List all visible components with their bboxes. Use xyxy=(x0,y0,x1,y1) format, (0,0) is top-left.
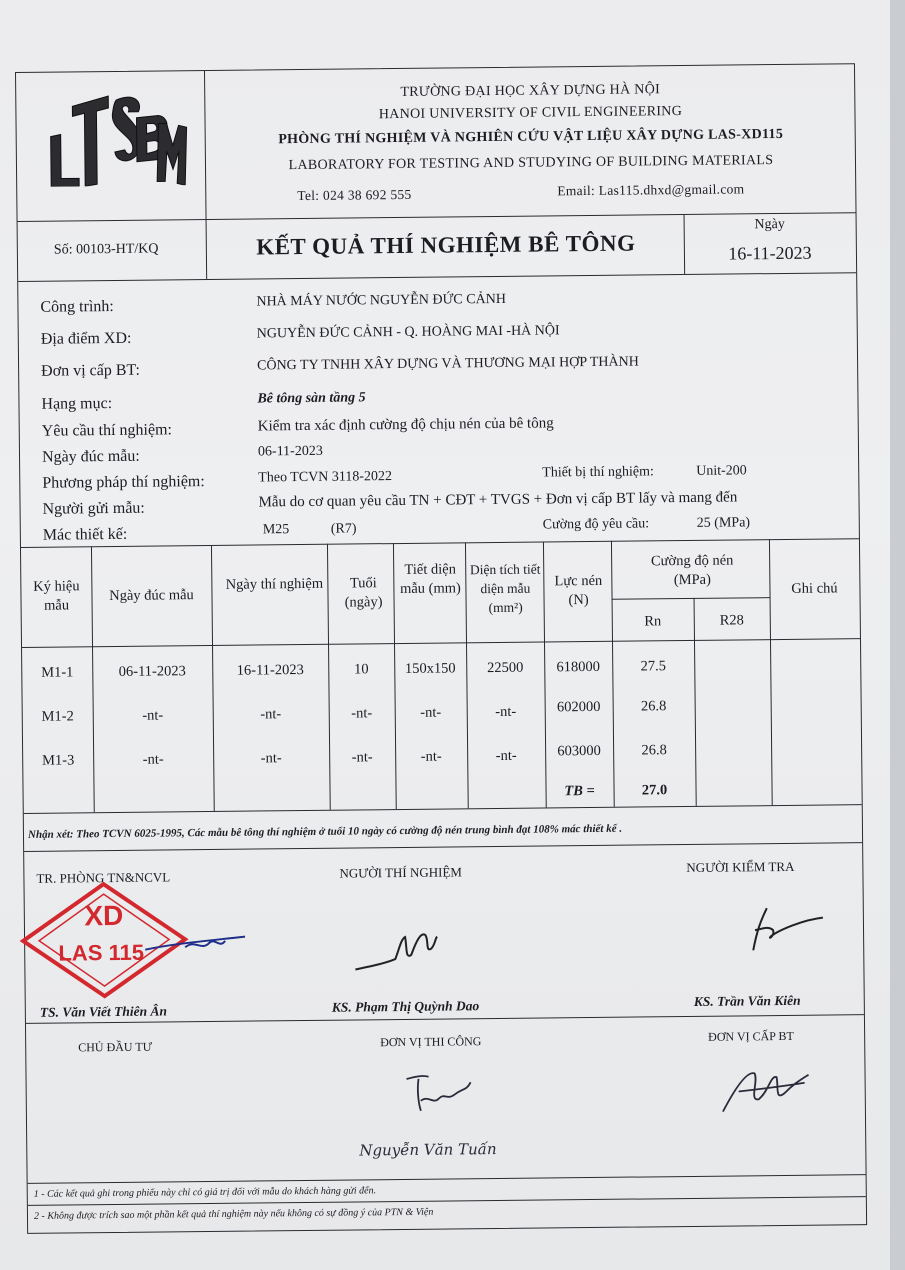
remark-bottom-line xyxy=(24,842,862,852)
cell-rn: 26.8 xyxy=(640,698,667,715)
checker-signature-icon xyxy=(733,899,844,960)
owner-role: CHỦ ĐẦU TƯ xyxy=(78,1039,153,1055)
strength-sub-line xyxy=(612,597,770,600)
header-age: Tuổi (ngày) xyxy=(344,575,383,611)
supplier-value: CÔNG TY TNHH XÂY DỰNG VÀ THƯƠNG MẠI HỢP THÀNH xyxy=(257,354,639,374)
grade-label: Mác thiết kế: xyxy=(42,525,128,544)
average-label: TB = xyxy=(564,782,595,800)
cell-rn: 26.8 xyxy=(641,742,667,759)
university-name-vn: TRƯỜNG ĐẠI HỌC XÂY DỰNG HÀ NỘI xyxy=(400,82,661,100)
supplier-role: ĐƠN VỊ CẤP BT xyxy=(708,1028,794,1044)
remark: Nhận xét: Theo TCVN 6025-1995, Các mẫu bê tông thí nghiệm ở tuổi 10 ngày có cường độ nén trung bình đạt 108% mác thiết kế . xyxy=(27,822,623,841)
request-label: Yêu cầu thí nghiệm: xyxy=(41,421,173,440)
item-value: Bê tông sàn tầng 5 xyxy=(257,390,366,407)
footnote-1: 1 - Các kết quả ghi trong phiếu này chỉ có giá trị đối với mẫu do khách hàng gửi đến. xyxy=(33,1185,377,1200)
cell-code: M1-2 xyxy=(41,708,74,725)
cell-area: -nt- xyxy=(495,703,517,721)
lab-name-en: LABORATORY FOR TESTING AND STUDYING OF BUILDING MATERIALS xyxy=(288,153,774,174)
cell-force: 618000 xyxy=(556,658,601,676)
grade-value: M25 xyxy=(262,522,290,538)
document-number: Số: 00103-HT/KQ xyxy=(53,241,159,258)
head-signature-icon xyxy=(145,920,265,961)
lab-name-vn: PHÒNG THÍ NGHIỆM VÀ NGHIÊN CỨU VẬT LIỆU XÂY DỰNG LAS-XD115 xyxy=(278,126,784,148)
header-rn: Rn xyxy=(644,613,662,630)
footnote-2: 2 - Không được trích sao một phần kết quả thí nghiệm này nếu không có sự đồng ý của PTN & Viện xyxy=(33,1206,434,1222)
sender-value: Mẫu do cơ quan yêu cầu TN + CĐT + TVGS + Đơn vị cấp BT lấy và mang đến xyxy=(258,489,738,511)
header-test-date: Ngày thí nghiệm xyxy=(225,575,324,593)
cell-test-date: -nt- xyxy=(260,706,282,723)
tester-signature-icon xyxy=(355,918,466,979)
request-value: Kiểm tra xác định cường độ chịu nén của bê tông xyxy=(257,415,554,435)
cell-cast-date: -nt- xyxy=(142,751,164,768)
contractor-handwritten-name: Nguyễn Văn Tuấn xyxy=(359,1140,497,1160)
head-role: TR. PHÒNG TN&NCVL xyxy=(36,869,171,886)
tester-role: NGƯỜI THÍ NGHIỆM xyxy=(339,864,462,881)
cell-test-date: 16-11-2023 xyxy=(236,662,304,679)
contractor-signature-icon xyxy=(404,1070,485,1121)
tester-name: KS. Phạm Thị Quỳnh Dao xyxy=(331,998,480,1015)
cell-area: 22500 xyxy=(487,659,524,677)
device-value: Unit-200 xyxy=(696,463,747,479)
checker-name: KS. Trần Văn Kiên xyxy=(693,992,801,1009)
header-r28: R28 xyxy=(719,612,744,629)
project-value: NHÀ MÁY NƯỚC NGUYỄN ĐỨC CẢNH xyxy=(256,291,506,310)
document-date: 16-11-2023 xyxy=(728,242,812,264)
col-divider xyxy=(769,539,773,805)
device-label: Thiết bị thí nghiệm: xyxy=(542,464,654,481)
cell-section: -nt- xyxy=(420,704,442,721)
header-cast-date: Ngày đúc mẫu xyxy=(109,587,194,605)
cell-force: 603000 xyxy=(557,742,601,760)
cast-date-label: Ngày đúc mẫu: xyxy=(41,447,140,466)
average-value: 27.0 xyxy=(641,782,668,799)
supplier-signature-icon xyxy=(718,1061,819,1122)
cell-section: -nt- xyxy=(420,748,442,765)
stamp-line-2: LAS 115 xyxy=(58,939,145,966)
header-note: Ghi chú xyxy=(791,580,838,597)
site-label: Địa điểm XD: xyxy=(40,329,132,348)
table-bottom-line xyxy=(24,804,862,814)
site-value: NGUYỄN ĐỨC CẢNH - Q. HOÀNG MAI -HÀ NỘI xyxy=(256,323,560,342)
cell-area: -nt- xyxy=(495,747,517,765)
header-section: Tiết diện mẫu (mm) xyxy=(399,561,461,597)
title-bottom-line xyxy=(18,272,856,282)
contractor-role: ĐƠN VỊ THI CÔNG xyxy=(380,1034,482,1050)
cell-cast-date: -nt- xyxy=(142,707,164,724)
project-label: Công trình: xyxy=(40,297,114,316)
footnote-divider xyxy=(28,1174,866,1184)
supplier-label: Đơn vị cấp BT: xyxy=(41,361,140,380)
test-report-sheet xyxy=(15,63,867,1234)
cell-force: 602000 xyxy=(556,698,601,716)
cell-cast-date: 06-11-2023 xyxy=(118,663,186,680)
lab-logo xyxy=(38,85,189,187)
table-top-line xyxy=(21,538,859,548)
item-label: Hạng mục: xyxy=(41,395,113,413)
method-label: Phương pháp thí nghiệm: xyxy=(42,473,205,492)
cell-code: M1-3 xyxy=(42,752,75,769)
header-area: Diện tích tiết diện mẫu (mm²) xyxy=(469,561,541,616)
head-name: TS. Văn Viết Thiên Ân xyxy=(39,1003,168,1020)
date-label: Ngày xyxy=(754,216,785,233)
cell-age: -nt- xyxy=(351,705,373,722)
lab-phone: Tel: 024 38 692 555 xyxy=(297,186,412,204)
cell-test-date: -nt- xyxy=(260,750,282,767)
lab-email: Email: Las115.dhxd@gmail.com xyxy=(557,181,745,199)
method-value: Theo TCVN 3118-2022 xyxy=(258,469,393,486)
cell-section: 150x150 xyxy=(404,660,456,677)
cell-age: -nt- xyxy=(351,749,373,766)
cell-age: 10 xyxy=(353,661,369,678)
header-force: Lực nén (N) xyxy=(554,572,603,609)
sender-label: Người gửi mẫu: xyxy=(42,499,145,518)
header-code: Ký hiệu mẫu xyxy=(33,578,80,614)
cell-code: M1-1 xyxy=(41,664,74,681)
checker-role: NGƯỜI KIỂM TRA xyxy=(686,858,795,876)
grade-age: (R7) xyxy=(330,521,357,537)
strength-value: 25 (MPa) xyxy=(696,515,751,531)
header-strength: Cường độ nén (MPa) xyxy=(650,552,734,589)
cast-date-value: 06-11-2023 xyxy=(257,443,323,460)
cell-rn: 27.5 xyxy=(640,658,667,675)
stamp-line-1: XD xyxy=(84,899,124,932)
strength-label: Cường độ yêu cầu: xyxy=(542,516,650,533)
table-header-line xyxy=(22,638,860,648)
university-name-en: HANOI UNIVERSITY OF CIVIL ENGINEERING xyxy=(378,104,683,123)
document-title: KẾT QUẢ THÍ NGHIỆM BÊ TÔNG xyxy=(256,230,636,260)
